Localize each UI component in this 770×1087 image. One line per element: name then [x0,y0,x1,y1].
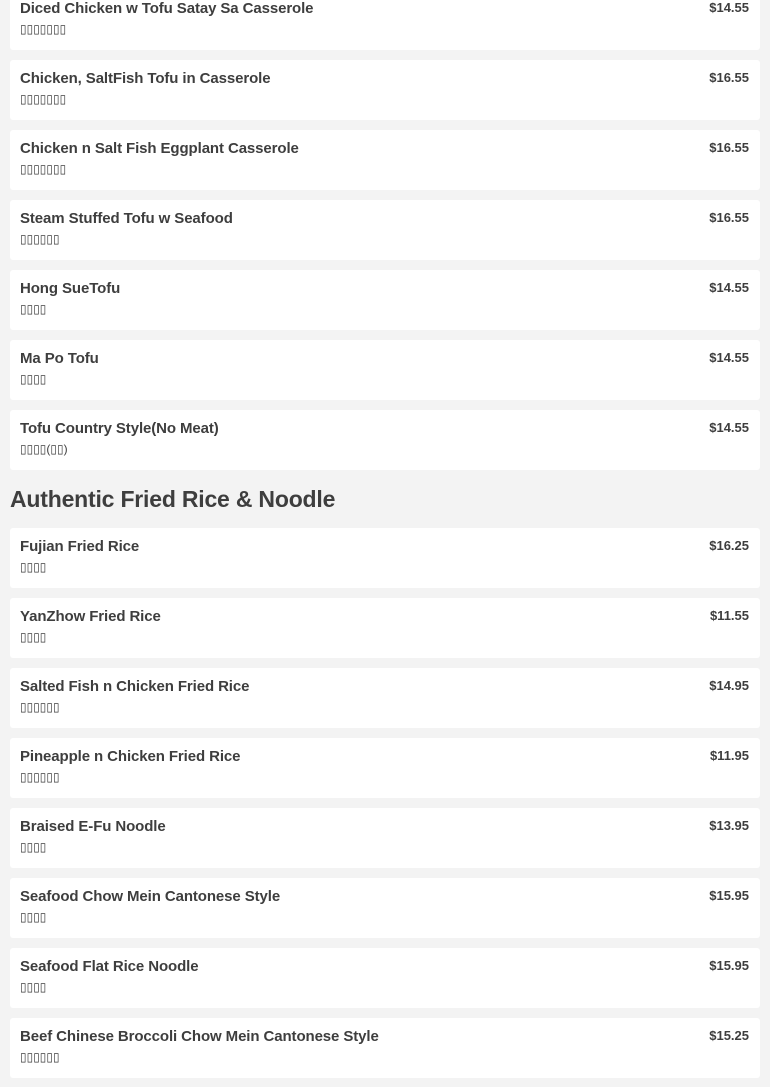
fried-rice-noodle-menu-list [10,528,760,1087]
section-heading: Authentic Fried Rice & Noodle [10,486,336,512]
menu-item-chinese-name: ▯▯▯▯▯▯▯ [20,92,67,106]
menu-item-name: YanZhow Fried Rice [20,608,161,625]
menu-item-name: Hong SueTofu [20,280,121,297]
menu-item-price: $14.55 [709,350,749,365]
menu-item-price: $14.95 [709,678,749,693]
menu-item-name: Beef Chinese Broccoli Chow Mein Cantonese Style [20,1028,379,1045]
menu-item-card[interactable] [10,948,760,1008]
menu-item-name: Fujian Fried Rice [20,538,140,555]
menu-item-card[interactable] [10,808,760,868]
menu-item-card[interactable] [10,0,760,50]
menu-item-chinese-name: ▯▯▯▯▯▯ [20,770,60,784]
menu-item-name: Ma Po Tofu [20,350,99,367]
menu-item-card[interactable] [10,60,760,120]
menu-item-price: $13.95 [709,818,749,833]
menu-item-chinese-name: ▯▯▯▯ [20,630,47,644]
menu-item-chinese-name: ▯▯▯▯▯▯ [20,232,60,246]
menu-item-price: $14.55 [709,420,749,435]
menu-item-name: Diced Chicken w Tofu Satay Sa Casserole [20,0,314,17]
menu-item-name: Steam Stuffed Tofu w Seafood [20,210,233,227]
menu-item-name: Braised E-Fu Noodle [20,818,166,835]
menu-item-card[interactable] [10,130,760,190]
menu-item-price: $15.95 [709,888,749,903]
menu-item-chinese-name: ▯▯▯▯▯▯▯ [20,162,67,176]
menu-item-card[interactable] [10,410,760,470]
tofu-menu-list [10,0,760,480]
menu-item-chinese-name: ▯▯▯▯▯▯ [20,700,60,714]
menu-item-price: $16.55 [709,140,749,155]
menu-item-card[interactable] [10,1018,760,1078]
menu-item-price: $16.55 [709,210,749,225]
menu-item-card[interactable] [10,738,760,798]
menu-item-price: $11.55 [709,608,749,623]
menu-item-card[interactable] [10,340,760,400]
menu-item-chinese-name: ▯▯▯▯ [20,980,47,994]
menu-item-chinese-name: ▯▯▯▯▯▯▯ [20,22,67,36]
menu-item-name: Chicken n Salt Fish Eggplant Casserole [20,140,299,157]
menu-item-price: $15.95 [709,958,749,973]
menu-item-card[interactable] [10,528,760,588]
menu-item-chinese-name: ▯▯▯▯ [20,302,47,316]
menu-item-name: Seafood Chow Mein Cantonese Style [20,888,281,905]
menu-item-chinese-name: ▯▯▯▯ [20,372,47,386]
menu-item-chinese-name: ▯▯▯▯ [20,560,47,574]
menu-item-price: $15.25 [709,1028,749,1043]
menu-item-chinese-name: ▯▯▯▯▯▯ [20,1050,60,1064]
menu-item-chinese-name: ▯▯▯▯ [20,840,47,854]
menu-item-price: $14.55 [709,280,749,295]
menu-item-price: $16.55 [709,70,749,85]
menu-item-price: $11.95 [709,748,749,763]
menu-item-price: $14.55 [709,0,749,15]
menu-item-card[interactable] [10,270,760,330]
menu-item-card[interactable] [10,878,760,938]
menu-item-card[interactable] [10,598,760,658]
menu-item-name: Salted Fish n Chicken Fried Rice [20,678,250,695]
menu-item-chinese-name: ▯▯▯▯(▯▯) [20,442,68,456]
menu-item-name: Pineapple n Chicken Fried Rice [20,748,241,765]
menu-item-card[interactable] [10,668,760,728]
menu-item-name: Seafood Flat Rice Noodle [20,958,199,975]
menu-item-name: Tofu Country Style(No Meat) [20,420,219,437]
menu-item-price: $16.25 [709,538,749,553]
menu-item-chinese-name: ▯▯▯▯ [20,910,47,924]
menu-item-name: Chicken, SaltFish Tofu in Casserole [20,70,271,87]
menu-item-card[interactable] [10,200,760,260]
